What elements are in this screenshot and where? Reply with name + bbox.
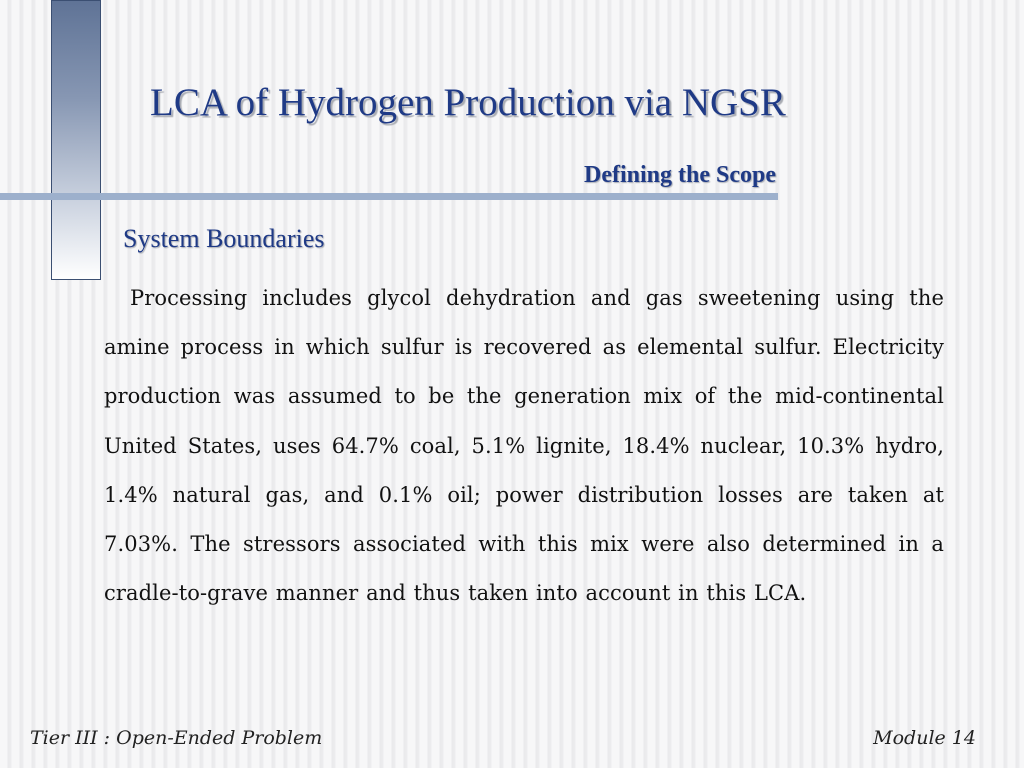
title-divider	[0, 193, 778, 200]
slide-subtitle: Defining the Scope	[584, 162, 776, 188]
accent-bar	[51, 0, 101, 280]
footer-module-label: Module 14	[873, 727, 976, 749]
slide-title: LCA of Hydrogen Production via NGSR	[150, 81, 786, 124]
footer-tier-label: Tier III : Open-Ended Problem	[30, 727, 323, 749]
body-paragraph: Processing includes glycol dehydration and gas sweetening using the amine process in which sulfur is recovered as elemental sulfur. Electricity production was assumed to be the generation mix of the mid-continental United States, uses 64.7% coal, 5.1% lignite, 18.4% nuclear, 10.3% hydro, 1.4% natural gas, and 0.1% oil; power distribution losses are taken at 7.03%. The stressors associated with this mix were also determined in a cradle-to-grave manner and thus taken into account in this LCA.	[104, 286, 944, 606]
section-heading: System Boundaries	[123, 224, 325, 253]
